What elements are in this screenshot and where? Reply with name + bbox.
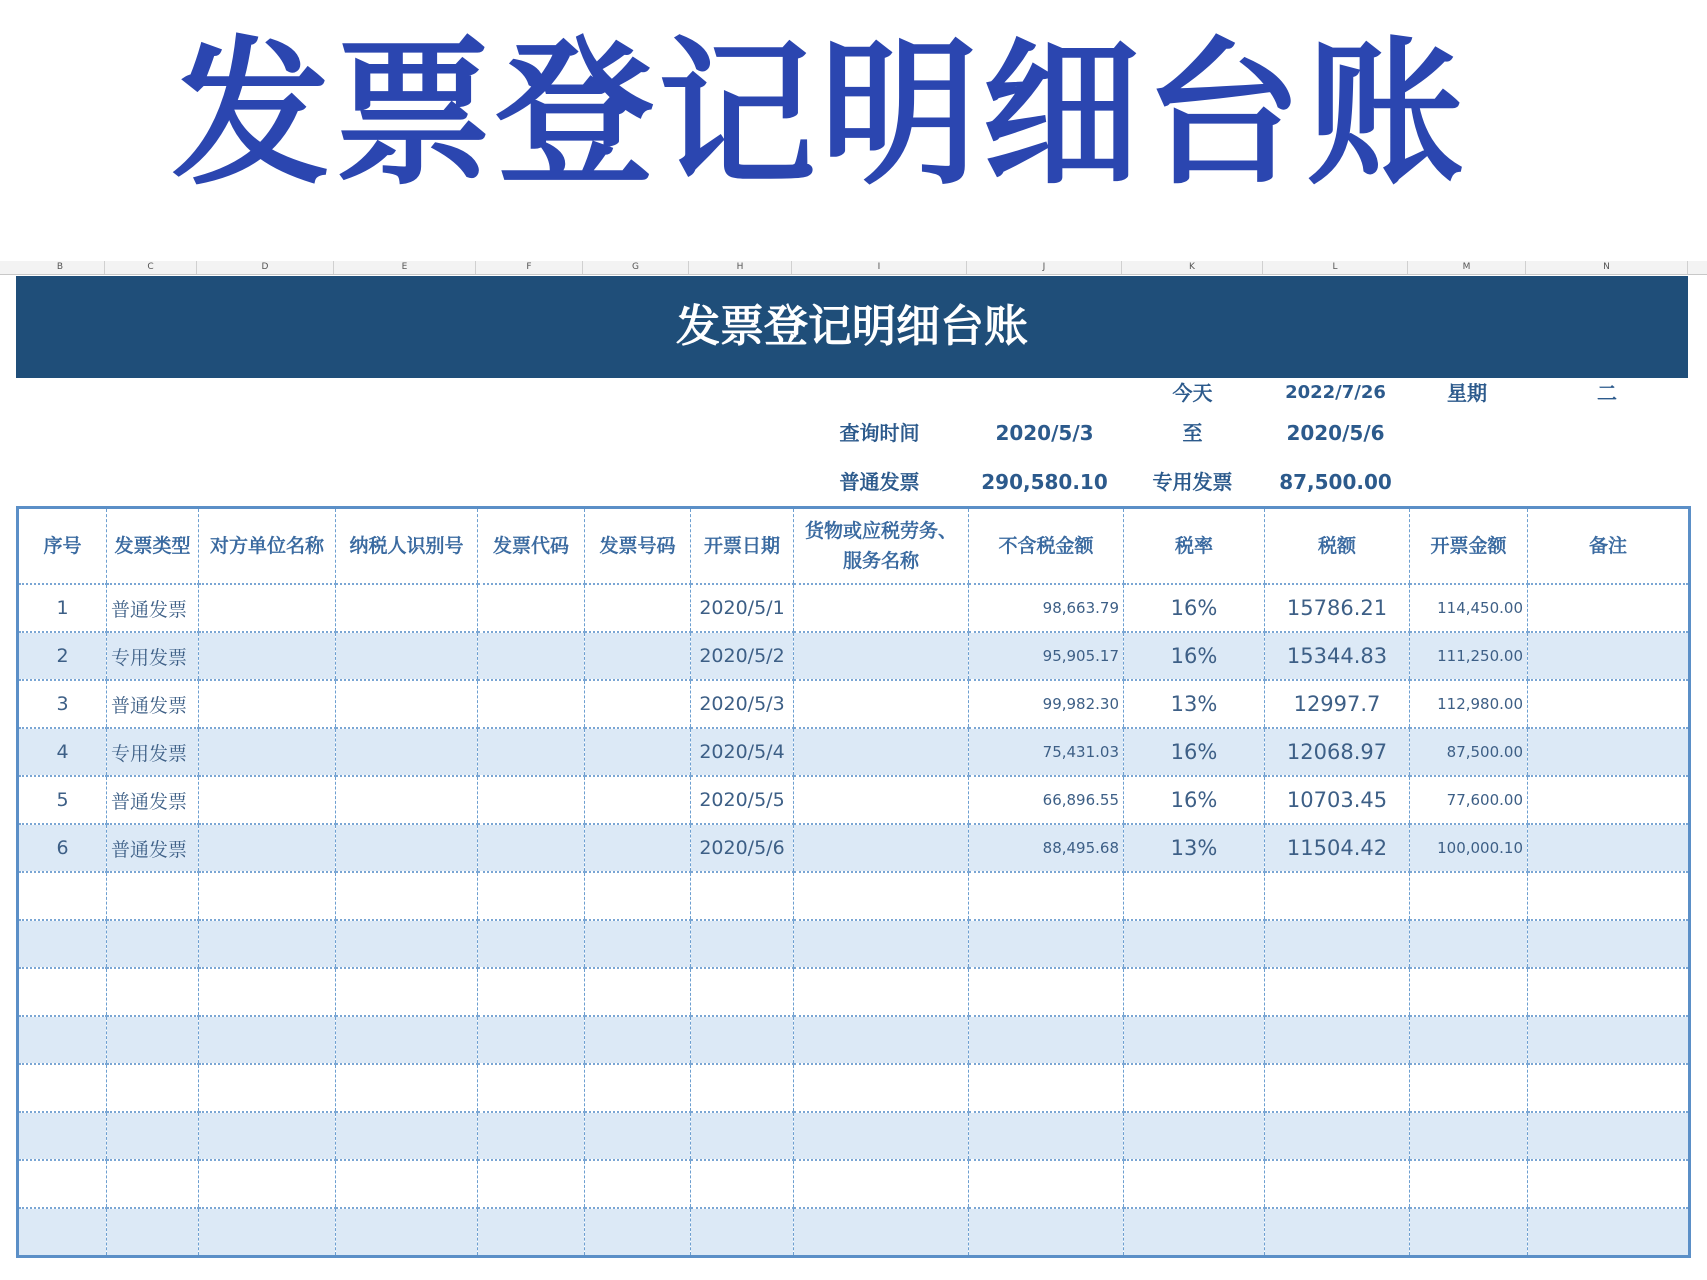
cell-empty[interactable] [969, 1160, 1124, 1208]
column-header: 不含税金额 [969, 508, 1124, 585]
cell-gross[interactable]: 112,980.00 [1410, 680, 1528, 728]
cell-empty[interactable] [336, 920, 478, 968]
cell-no[interactable]: 6 [18, 824, 107, 872]
cell-empty[interactable] [18, 1160, 107, 1208]
cell-empty[interactable] [1124, 1208, 1265, 1257]
cell-empty[interactable] [336, 632, 478, 680]
cell-empty[interactable] [585, 1160, 691, 1208]
cell-empty[interactable] [585, 632, 691, 680]
cell-empty[interactable] [794, 1208, 969, 1257]
cell-empty[interactable] [1265, 872, 1410, 920]
cell-type[interactable]: 普通发票 [107, 776, 199, 824]
query-to-label: 至 [1182, 421, 1203, 445]
cell-empty[interactable] [107, 872, 199, 920]
column-letter[interactable]: B [16, 261, 105, 274]
cell-empty[interactable] [794, 680, 969, 728]
cell-no[interactable]: 4 [18, 728, 107, 776]
table-row-empty [18, 968, 1690, 1016]
column-letter[interactable]: M [1408, 261, 1526, 274]
cell-empty[interactable] [794, 584, 969, 632]
cell-empty[interactable] [585, 968, 691, 1016]
cell-gross[interactable]: 87,500.00 [1410, 728, 1528, 776]
column-letter[interactable]: L [1263, 261, 1408, 274]
cell-empty[interactable] [478, 728, 585, 776]
cell-empty[interactable] [1528, 776, 1690, 824]
cell-empty[interactable] [107, 1208, 199, 1257]
cell-empty[interactable] [1528, 632, 1690, 680]
cell-empty[interactable] [336, 584, 478, 632]
cell-empty[interactable] [969, 968, 1124, 1016]
cell-empty[interactable] [478, 1160, 585, 1208]
cell-empty[interactable] [969, 1208, 1124, 1257]
cell-empty[interactable] [1124, 1064, 1265, 1112]
cell-empty[interactable] [585, 872, 691, 920]
column-letter[interactable]: H [689, 261, 792, 274]
cell-gross[interactable]: 111,250.00 [1410, 632, 1528, 680]
cell-empty[interactable] [1265, 1160, 1410, 1208]
cell-empty[interactable] [199, 824, 336, 872]
query-label: 查询时间 [839, 421, 920, 445]
cell-date[interactable]: 2020/5/5 [691, 776, 794, 824]
cell-empty[interactable] [336, 968, 478, 1016]
cell-empty[interactable] [794, 968, 969, 1016]
cell-empty[interactable] [478, 824, 585, 872]
cell-empty[interactable] [478, 632, 585, 680]
special-invoice-total: 87,500.00 [1279, 470, 1392, 494]
cell-empty[interactable] [478, 1016, 585, 1064]
cell-empty[interactable] [585, 584, 691, 632]
table-row [18, 680, 1690, 728]
column-header: 开票日期 [691, 508, 794, 585]
table-row [18, 632, 1690, 680]
cell-empty[interactable] [691, 1016, 794, 1064]
cell-empty[interactable] [1410, 920, 1528, 968]
cell-empty[interactable] [18, 1112, 107, 1160]
column-header: 发票代码 [478, 508, 585, 585]
table-row [18, 824, 1690, 872]
cell-empty[interactable] [336, 680, 478, 728]
cell-empty[interactable] [969, 920, 1124, 968]
cell-empty[interactable] [336, 872, 478, 920]
cell-rate[interactable]: 13% [1124, 824, 1265, 872]
sheet-title-banner: 发票登记明细台账 [16, 276, 1688, 378]
cell-empty[interactable] [107, 920, 199, 968]
special-invoice-label: 专用发票 [1152, 470, 1233, 494]
cell-empty[interactable] [1528, 584, 1690, 632]
cell-empty[interactable] [199, 728, 336, 776]
cell-empty[interactable] [1410, 1208, 1528, 1257]
cell-empty[interactable] [691, 1112, 794, 1160]
cell-empty[interactable] [691, 920, 794, 968]
today-value: 2022/7/26 [1285, 382, 1386, 403]
cell-empty[interactable] [336, 776, 478, 824]
cell-rate[interactable]: 13% [1124, 680, 1265, 728]
cell-empty[interactable] [478, 1064, 585, 1112]
table-row-empty [18, 872, 1690, 920]
cell-empty[interactable] [336, 1016, 478, 1064]
cell-empty[interactable] [794, 824, 969, 872]
cell-date[interactable]: 2020/5/6 [691, 824, 794, 872]
cell-empty[interactable] [585, 1112, 691, 1160]
cell-empty[interactable] [1265, 1208, 1410, 1257]
cell-empty[interactable] [478, 968, 585, 1016]
normal-invoice-total: 290,580.10 [981, 470, 1108, 494]
column-letter[interactable]: N [1526, 261, 1688, 274]
cell-empty[interactable] [794, 1112, 969, 1160]
table-row [18, 728, 1690, 776]
cell-empty[interactable] [794, 920, 969, 968]
cell-type[interactable]: 普通发票 [107, 680, 199, 728]
query-from[interactable]: 2020/5/3 [995, 421, 1094, 445]
cell-empty[interactable] [1528, 1112, 1690, 1160]
cell-empty[interactable] [336, 1160, 478, 1208]
cell-no[interactable]: 5 [18, 776, 107, 824]
column-letter[interactable]: F [476, 261, 583, 274]
cell-tax[interactable]: 10703.45 [1265, 776, 1410, 824]
cell-empty[interactable] [199, 1016, 336, 1064]
cell-empty[interactable] [478, 920, 585, 968]
cell-empty[interactable] [969, 1112, 1124, 1160]
cell-net[interactable]: 95,905.17 [969, 632, 1124, 680]
cell-type[interactable]: 专用发票 [107, 728, 199, 776]
cell-no[interactable]: 3 [18, 680, 107, 728]
cell-date[interactable]: 2020/5/1 [691, 584, 794, 632]
cell-empty[interactable] [585, 1016, 691, 1064]
column-letter[interactable]: I [792, 261, 967, 274]
cell-date[interactable]: 2020/5/3 [691, 680, 794, 728]
table-header-row [18, 508, 1690, 585]
cell-empty[interactable] [1410, 1112, 1528, 1160]
cell-date[interactable]: 2020/5/2 [691, 632, 794, 680]
cell-empty[interactable] [1265, 920, 1410, 968]
cell-tax[interactable]: 15786.21 [1265, 584, 1410, 632]
cell-empty[interactable] [794, 1160, 969, 1208]
cell-empty[interactable] [199, 1208, 336, 1257]
invoice-table [16, 506, 1691, 1258]
cell-empty[interactable] [199, 872, 336, 920]
cell-empty[interactable] [18, 1208, 107, 1257]
cell-empty[interactable] [18, 872, 107, 920]
cell-empty[interactable] [1528, 1064, 1690, 1112]
cell-net[interactable]: 98,663.79 [969, 584, 1124, 632]
cell-empty[interactable] [478, 1208, 585, 1257]
cell-gross[interactable]: 77,600.00 [1410, 776, 1528, 824]
cell-empty[interactable] [1410, 872, 1528, 920]
cell-empty[interactable] [199, 1064, 336, 1112]
cell-empty[interactable] [1528, 872, 1690, 920]
cell-empty[interactable] [18, 968, 107, 1016]
cell-empty[interactable] [478, 584, 585, 632]
cell-empty[interactable] [1124, 968, 1265, 1016]
cell-tax[interactable]: 12068.97 [1265, 728, 1410, 776]
column-letter[interactable]: J [967, 261, 1122, 274]
cell-empty[interactable] [1410, 1016, 1528, 1064]
column-header: 货物或应税劳务、服务名称 [794, 508, 969, 585]
column-letter[interactable]: G [583, 261, 689, 274]
cell-empty[interactable] [691, 1064, 794, 1112]
cell-rate[interactable]: 16% [1124, 632, 1265, 680]
cell-empty[interactable] [794, 728, 969, 776]
cell-empty[interactable] [585, 680, 691, 728]
cell-empty[interactable] [1528, 824, 1690, 872]
cell-empty[interactable] [1528, 1208, 1690, 1257]
cell-tax[interactable]: 12997.7 [1265, 680, 1410, 728]
column-header: 开票金额 [1410, 508, 1528, 585]
cell-empty[interactable] [1528, 968, 1690, 1016]
cell-empty[interactable] [1528, 728, 1690, 776]
cell-empty[interactable] [585, 728, 691, 776]
cell-empty[interactable] [585, 776, 691, 824]
cell-empty[interactable] [1265, 1112, 1410, 1160]
table-row-empty [18, 1160, 1690, 1208]
cell-empty[interactable] [478, 776, 585, 824]
table-row-empty [18, 1064, 1690, 1112]
cell-empty[interactable] [794, 632, 969, 680]
normal-invoice-label: 普通发票 [839, 470, 920, 494]
column-letter[interactable]: E [334, 261, 476, 274]
cell-empty[interactable] [585, 920, 691, 968]
cell-empty[interactable] [1528, 1016, 1690, 1064]
cell-empty[interactable] [478, 872, 585, 920]
column-header: 序号 [18, 508, 107, 585]
cell-empty[interactable] [969, 872, 1124, 920]
cell-empty[interactable] [585, 1064, 691, 1112]
column-letter[interactable]: D [197, 261, 334, 274]
cell-tax[interactable]: 11504.42 [1265, 824, 1410, 872]
cell-type[interactable]: 普通发票 [107, 584, 199, 632]
cell-empty[interactable] [336, 728, 478, 776]
cell-empty[interactable] [691, 968, 794, 1016]
cell-empty[interactable] [1265, 1016, 1410, 1064]
column-header: 税率 [1124, 508, 1265, 585]
cell-empty[interactable] [199, 968, 336, 1016]
cell-empty[interactable] [691, 1208, 794, 1257]
cell-empty[interactable] [1124, 1160, 1265, 1208]
cell-tax[interactable]: 15344.83 [1265, 632, 1410, 680]
cell-empty[interactable] [1124, 1112, 1265, 1160]
cell-rate[interactable]: 16% [1124, 776, 1265, 824]
cell-gross[interactable]: 100,000.10 [1410, 824, 1528, 872]
column-header: 纳税人识别号 [336, 508, 478, 585]
column-header-strip [0, 261, 1707, 275]
cell-empty[interactable] [336, 1064, 478, 1112]
cell-empty[interactable] [1265, 968, 1410, 1016]
cell-empty[interactable] [199, 632, 336, 680]
table-row-empty [18, 1016, 1690, 1064]
cell-empty[interactable] [1124, 920, 1265, 968]
cell-empty[interactable] [336, 824, 478, 872]
cell-date[interactable]: 2020/5/4 [691, 728, 794, 776]
cell-empty[interactable] [107, 1016, 199, 1064]
cell-empty[interactable] [1410, 1064, 1528, 1112]
cell-net[interactable]: 88,495.68 [969, 824, 1124, 872]
cell-no[interactable]: 2 [18, 632, 107, 680]
cell-rate[interactable]: 16% [1124, 584, 1265, 632]
column-header: 税额 [1265, 508, 1410, 585]
cell-empty[interactable] [1124, 872, 1265, 920]
weekday-value: 二 [1597, 381, 1617, 405]
cell-empty[interactable] [107, 1064, 199, 1112]
cell-empty[interactable] [199, 920, 336, 968]
cell-empty[interactable] [107, 968, 199, 1016]
cell-empty[interactable] [585, 824, 691, 872]
cell-empty[interactable] [1528, 680, 1690, 728]
cell-empty[interactable] [199, 776, 336, 824]
page-title: 发票登记明细台账 [172, 23, 1468, 207]
cell-net[interactable]: 66,896.55 [969, 776, 1124, 824]
cell-net[interactable]: 99,982.30 [969, 680, 1124, 728]
cell-empty[interactable] [585, 1208, 691, 1257]
cell-empty[interactable] [199, 584, 336, 632]
cell-empty[interactable] [478, 1112, 585, 1160]
cell-rate[interactable]: 16% [1124, 728, 1265, 776]
cell-type[interactable]: 专用发票 [107, 632, 199, 680]
cell-gross[interactable]: 114,450.00 [1410, 584, 1528, 632]
cell-empty[interactable] [107, 1112, 199, 1160]
cell-empty[interactable] [794, 1064, 969, 1112]
column-letter[interactable]: C [105, 261, 197, 274]
column-letter[interactable]: K [1122, 261, 1263, 274]
cell-empty[interactable] [794, 1016, 969, 1064]
cell-empty[interactable] [107, 1160, 199, 1208]
cell-empty[interactable] [794, 776, 969, 824]
table-row-empty [18, 1208, 1690, 1257]
cell-empty[interactable] [199, 1112, 336, 1160]
column-header: 发票类型 [107, 508, 199, 585]
cell-type[interactable]: 普通发票 [107, 824, 199, 872]
table-row-empty [18, 1112, 1690, 1160]
cell-net[interactable]: 75,431.03 [969, 728, 1124, 776]
cell-empty[interactable] [1124, 1016, 1265, 1064]
cell-empty[interactable] [336, 1208, 478, 1257]
table-row [18, 776, 1690, 824]
cell-empty[interactable] [969, 1064, 1124, 1112]
cell-empty[interactable] [478, 680, 585, 728]
cell-empty[interactable] [18, 1064, 107, 1112]
table-row-empty [18, 920, 1690, 968]
cell-empty[interactable] [18, 920, 107, 968]
cell-empty[interactable] [691, 1160, 794, 1208]
weekday-label: 星期 [1447, 381, 1487, 405]
today-label: 今天 [1172, 381, 1213, 405]
cell-empty[interactable] [691, 872, 794, 920]
cell-empty[interactable] [199, 1160, 336, 1208]
cell-empty[interactable] [1265, 1064, 1410, 1112]
cell-empty[interactable] [336, 1112, 478, 1160]
cell-empty[interactable] [1410, 1160, 1528, 1208]
table-row [18, 584, 1690, 632]
cell-empty[interactable] [1528, 1160, 1690, 1208]
cell-empty[interactable] [18, 1016, 107, 1064]
column-header: 备注 [1528, 508, 1690, 585]
column-header: 对方单位名称 [199, 508, 336, 585]
cell-empty[interactable] [794, 872, 969, 920]
cell-empty[interactable] [1528, 920, 1690, 968]
cell-empty[interactable] [1410, 968, 1528, 1016]
cell-no[interactable]: 1 [18, 584, 107, 632]
cell-empty[interactable] [199, 680, 336, 728]
query-to[interactable]: 2020/5/6 [1286, 421, 1385, 445]
column-header: 发票号码 [585, 508, 691, 585]
cell-empty[interactable] [969, 1016, 1124, 1064]
